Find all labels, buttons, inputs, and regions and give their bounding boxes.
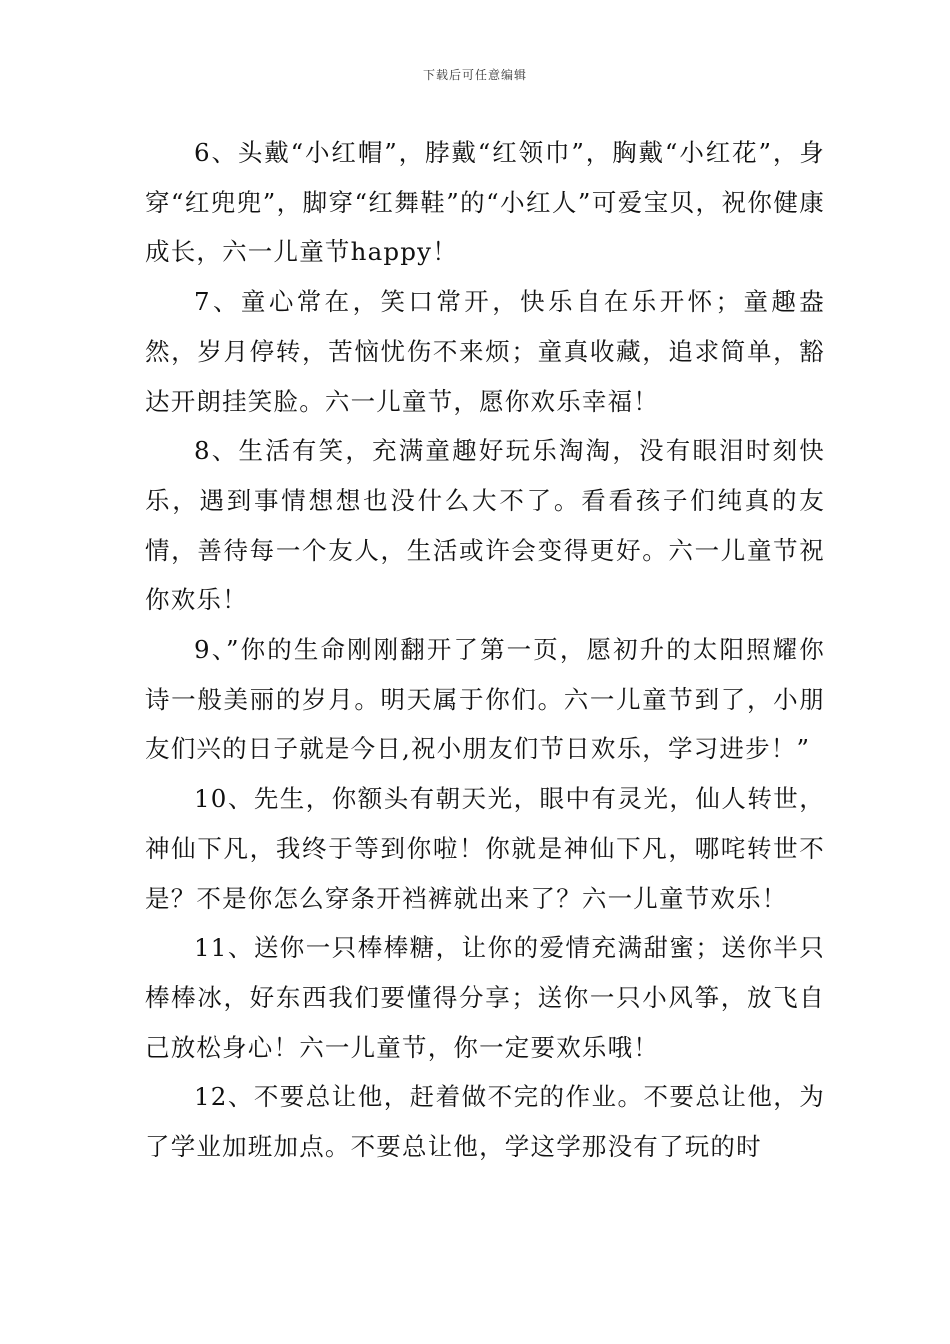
paragraph-8: 8、生活有笑，充满童趣好玩乐淘淘，没有眼泪时刻快乐，遇到事情想想也没什么大不了。看看孩子们纯真的友情，善待每一个友人，生活或许会变得更好。六一儿童节祝你欢乐！ — [145, 436, 825, 615]
paragraph-12: 12、不要总让他，赶着做不完的作业。不要总让他，为了学业加班加点。不要总让他，学这学那没有了玩的时 — [145, 1082, 825, 1162]
header-note: 下载后可任意编辑 — [422, 68, 527, 82]
paragraph-7: 7、童心常在，笑口常开，快乐自在乐开怀；童趣盎然，岁月停转，苦恼忧伤不来烦；童真收藏，追求简单，豁达开朗挂笑脸。六一儿童节，愿你欢乐幸福！ — [145, 287, 825, 416]
paragraph-6: 6、头戴“小红帽”，脖戴“红领巾”，胸戴“小红花”，身穿“红兜兜”，脚穿“红舞鞋”的“小红人”可爱宝贝，祝你健康成长，六一儿童节happy！ — [145, 138, 825, 267]
paragraph-10: 10、先生，你额头有朝天光，眼中有灵光，仙人转世，神仙下凡，我终于等到你啦！你就是神仙下凡，哪咤转世不是？不是你怎么穿条开裆裤就出来了？六一儿童节欢乐！ — [145, 784, 825, 913]
paragraph-11: 11、送你一只棒棒糖，让你的爱情充满甜蜜；送你半只棒棒冰，好东西我们要懂得分享；送你一只小风筝，放飞自己放松身心！六一儿童节，你一定要欢乐哦！ — [145, 933, 825, 1062]
paragraph-9: 9、”你的生命刚刚翻开了第一页，愿初升的太阳照耀你诗一般美丽的岁月。明天属于你们。六一儿童节到了，小朋友们兴的日子就是今日,祝小朋友们节日欢乐，学习进步！” — [145, 635, 825, 764]
body-text — [145, 128, 825, 1172]
